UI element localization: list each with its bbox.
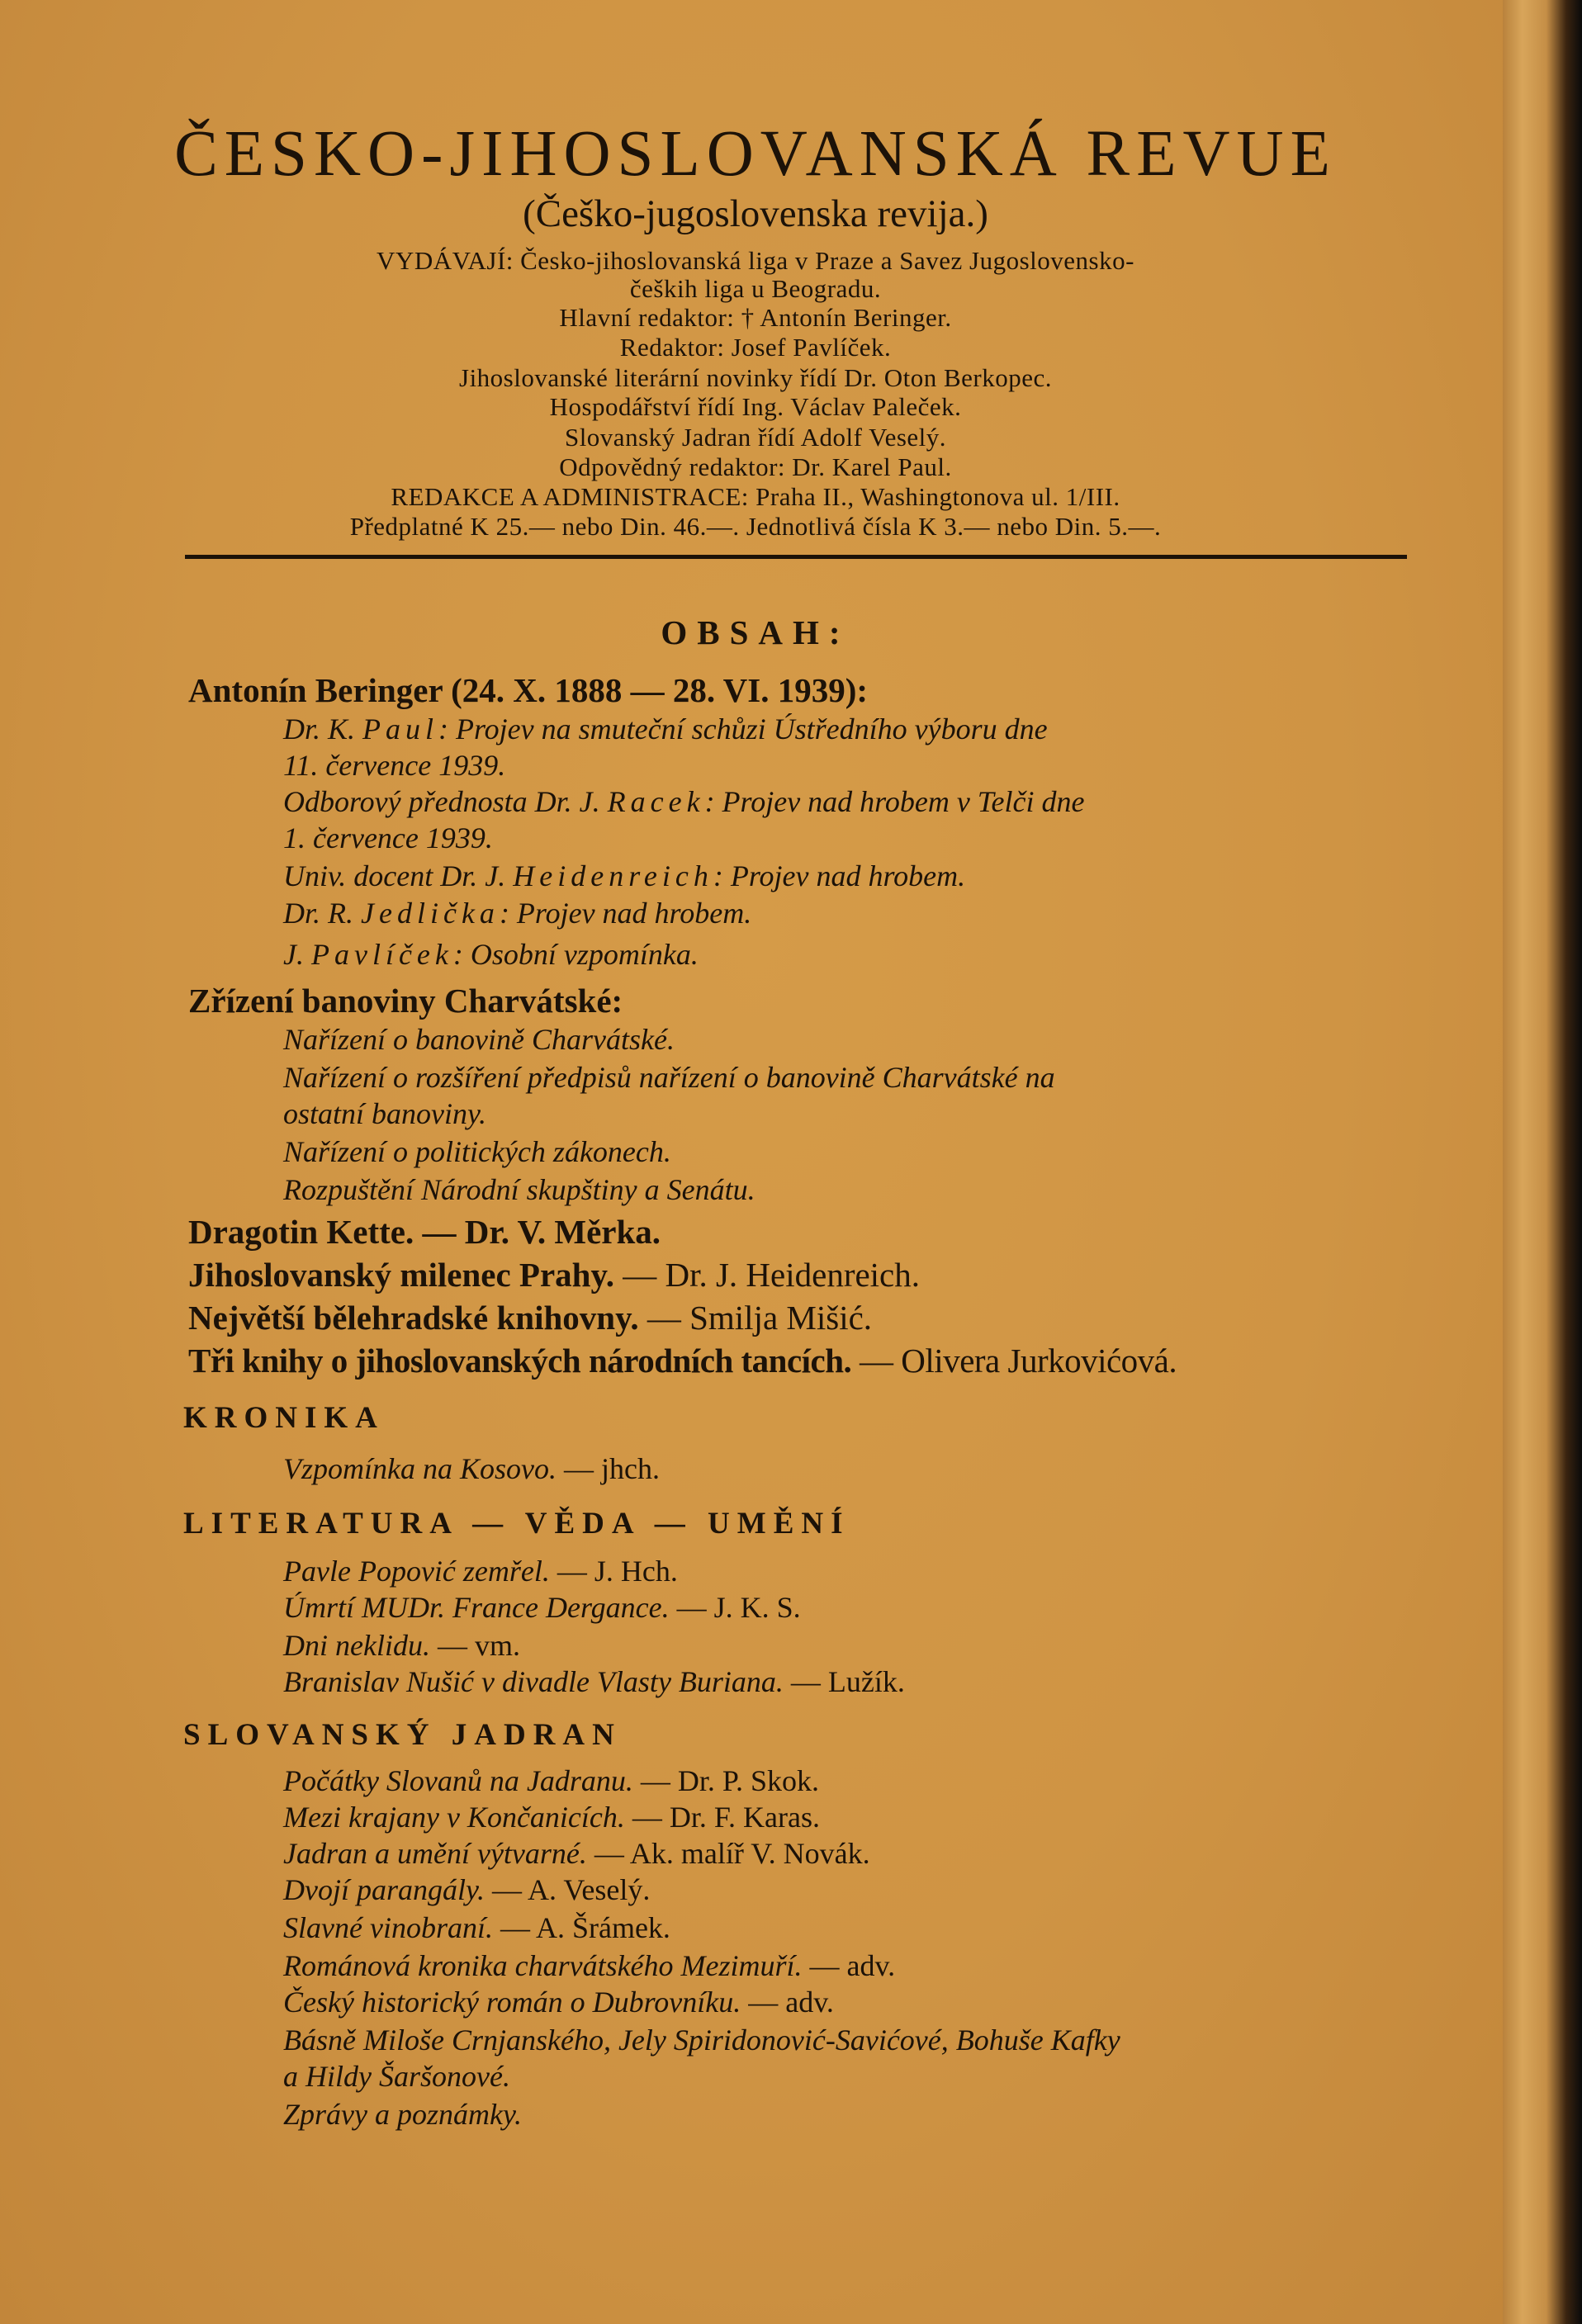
journal-title: ČESKO-JIHOSLOVANSKÁ REVUE	[174, 118, 1337, 190]
economy-editor: Hospodářství řídí Ing. Václav Paleček.	[549, 392, 962, 421]
journal-subtitle: (Češko-jugoslovenska revija.)	[523, 192, 988, 235]
toc-item: Branislav Nušić v divadle Vlasty Buriana. — Lužík.	[283, 1665, 905, 1698]
toc-item: Český historický román o Dubrovníku. — adv.	[283, 1986, 834, 2019]
toc-item: Nařízení o banovině Charvátské.	[283, 1023, 675, 1056]
article-kette: Dragotin Kette. — Dr. V. Měrka.	[188, 1213, 661, 1251]
toc-item: J. Pavlíček: Osobní vzpomínka.	[283, 938, 699, 971]
toc-item: Rozpuštění Národní skupštiny a Senátu.	[283, 1173, 755, 1206]
toc-item: Nařízení o rozšíření předpisů nařízení o banovině Charvátské na	[283, 1061, 1055, 1094]
publisher-line-cont: čeških liga u Beogradu.	[629, 274, 882, 303]
toc-item: Slavné vinobraní. — A. Šrámek.	[283, 1911, 670, 1944]
section-kronika-heading: KRONIKA	[183, 1401, 385, 1435]
toc-item: Dvojí parangály. — A. Veselý.	[283, 1873, 651, 1906]
toc-item: Dni neklidu. — vm.	[283, 1629, 520, 1662]
literary-editor: Jihoslovanské literární novinky řídí Dr. Oton Berkopec.	[459, 363, 1052, 392]
contents-heading: OBSAH:	[661, 613, 850, 651]
subscription-price: Předplatné K 25.— nebo Din. 46.—. Jednotlivá čísla K 3.— nebo Din. 5.—.	[349, 512, 1162, 541]
toc-item: Dr. K. Paul: Projev na smuteční schůzi Ústředního výboru dne	[283, 712, 1048, 745]
responsible-editor: Odpovědný redaktor: Dr. Karel Paul.	[559, 452, 952, 481]
toc-item: Básně Miloše Crnjanského, Jely Spiridonović-Savićové, Bohuše Kafky	[283, 2023, 1120, 2057]
section-literatura-heading: LITERATURA — VĚDA — UMĚNÍ	[183, 1507, 850, 1541]
article-tance: Tři knihy o jihoslovanských národních tancích. — Olivera Jurkovićová.	[188, 1342, 1177, 1380]
toc-item: Nařízení o politických zákonech.	[283, 1135, 671, 1168]
book-spine-edge	[1503, 0, 1582, 2324]
article-milenec: Jihoslovanský milenec Prahy. — Dr. J. Heidenreich.	[188, 1256, 921, 1294]
toc-item: Mezi krajany v Končanicích. — Dr. F. Karas.	[283, 1801, 820, 1834]
toc-item: Počátky Slovanů na Jadranu. — Dr. P. Skok.	[283, 1764, 819, 1797]
toc-item: Románová kronika charvátského Mezimuří. — adv.	[283, 1949, 896, 1982]
toc-item: Univ. docent Dr. J. Heidenreich: Projev nad hrobem.	[283, 859, 966, 892]
toc-item: Jadran a umění výtvarné. — Ak. malíř V. Novák.	[283, 1837, 870, 1870]
toc-item: Odborový přednosta Dr. J. Racek: Projev nad hrobem v Telči dne	[283, 785, 1085, 818]
toc-item-cont: a Hildy Šaršonové.	[283, 2060, 510, 2093]
toc-item: Zprávy a poznámky.	[283, 2098, 522, 2131]
toc-item: Vzpomínka na Kosovo. — jhch.	[283, 1452, 660, 1485]
section-beringer-title: Antonín Beringer (24. X. 1888 — 28. VI. 1939):	[188, 671, 869, 709]
jadran-editor: Slovanský Jadran řídí Adolf Veselý.	[564, 423, 947, 452]
section-jadran-heading: SLOVANSKÝ JADRAN	[183, 1718, 622, 1752]
toc-item-cont: ostatní banoviny.	[283, 1097, 486, 1130]
toc-item: Dr. R. Jedlička: Projev nad hrobem.	[283, 897, 752, 930]
publisher-line: VYDÁVAJÍ: Česko-jihoslovanská liga v Praze a Savez Jugoslovensko-	[377, 246, 1134, 275]
section-banovina-title: Zřízení banoviny Charvátské:	[188, 982, 623, 1020]
toc-item: Pavle Popović zemřel. — J. Hch.	[283, 1555, 678, 1588]
toc-item: Úmrtí MUDr. France Dergance. — J. K. S.	[283, 1591, 801, 1624]
toc-item-cont: 11. července 1939.	[283, 749, 506, 782]
editor: Redaktor: Josef Pavlíček.	[619, 333, 892, 362]
toc-item-cont: 1. července 1939.	[283, 821, 493, 854]
article-knihovny: Největší bělehradské knihovny. — Smilja Mišić.	[188, 1299, 873, 1337]
editorial-office: REDAKCE A ADMINISTRACE: Praha II., Washingtonova ul. 1/III.	[391, 482, 1120, 511]
masthead-divider	[185, 555, 1407, 559]
chief-editor: Hlavní redaktor: † Antonín Beringer.	[559, 303, 952, 332]
